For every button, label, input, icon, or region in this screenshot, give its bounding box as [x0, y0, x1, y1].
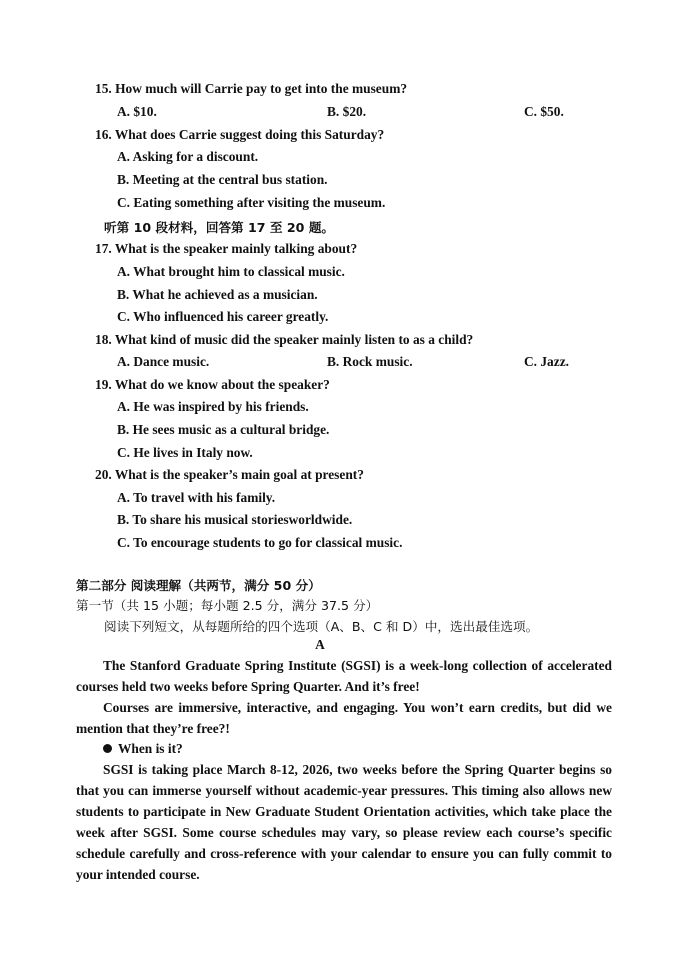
q19-option-b: B. He sees music as a cultural bridge.	[117, 422, 330, 437]
question-18: 18. What kind of music did the speaker mainly listen to as a child?	[95, 332, 474, 347]
q18-option-a: A. Dance music.	[117, 354, 210, 369]
passage-letter: A	[315, 637, 325, 652]
q17-option-b: B. What he achieved as a musician.	[117, 287, 318, 302]
q20-option-a: A. To travel with his family.	[117, 490, 276, 505]
q19-option-a: A. He was inspired by his friends.	[117, 399, 309, 414]
question-17: 17. What is the speaker mainly talking about?	[95, 241, 358, 256]
bullet-heading-text: When is it?	[118, 741, 183, 756]
q17-option-c: C. Who influenced his career greatly.	[117, 309, 329, 324]
q16-option-a: A. Asking for a discount.	[117, 149, 259, 164]
question-15: 15. How much will Carrie pay to get into the museum?	[95, 81, 408, 96]
q20-option-b: B. To share his musical storiesworldwide.	[117, 512, 353, 527]
q19-option-c: C. He lives in Italy now.	[117, 445, 253, 460]
bullet-heading	[103, 741, 183, 757]
question-16: 16. What does Carrie suggest doing this Saturday?	[95, 127, 385, 142]
q15-option-c: C. $50.	[524, 104, 564, 119]
q18-option-c: C. Jazz.	[524, 354, 569, 369]
part-two-heading: 第二部分 阅读理解（共两节，满分 50 分）	[76, 578, 321, 593]
question-19: 19. What do we know about the speaker?	[95, 377, 330, 392]
bullet-icon	[103, 744, 112, 753]
passage-paragraph-1: The Stanford Graduate Spring Institute (SGSI) is a week-long collection of accelerated courses held two weeks before Spring Quarter. And it’s free!	[76, 658, 612, 694]
q18-option-b: B. Rock music.	[327, 354, 413, 369]
passage-paragraph-2: Courses are immersive, interactive, and engaging. You won’t earn credits, but did we mention that they’re free?!	[76, 700, 612, 736]
passage-paragraph-3: SGSI is taking place March 8-12, 2026, two weeks before the Spring Quarter begins so that you can immerse yourself without academic-year pressures. This timing also allows new students to participate in New Graduate Student Orientation activities, which take place the week after SGSI. Some course schedules may vary, so please review each course’s specific schedule carefully and cross-reference with your calendar to ensure you can fully commit to your intended course.	[76, 762, 612, 882]
listening-instruction: 听第 10 段材料，回答第 17 至 20 题。	[104, 220, 335, 235]
q16-option-b: B. Meeting at the central bus station.	[117, 172, 328, 187]
q20-option-c: C. To encourage students to go for classical music.	[117, 535, 403, 550]
q15-option-b: B. $20.	[327, 104, 367, 119]
q15-option-a: A. $10.	[117, 104, 157, 119]
question-20: 20. What is the speaker’s main goal at present?	[95, 467, 364, 482]
q17-option-a: A. What brought him to classical music.	[117, 264, 345, 279]
reading-directions: 阅读下列短文，从每题所给的四个选项（A、B、C 和 D）中，选出最佳选项。	[104, 619, 539, 634]
section-one-heading: 第一节（共 15 小题；每小题 2.5 分，满分 37.5 分）	[76, 598, 379, 613]
q16-option-c: C. Eating something after visiting the museum.	[117, 195, 386, 210]
